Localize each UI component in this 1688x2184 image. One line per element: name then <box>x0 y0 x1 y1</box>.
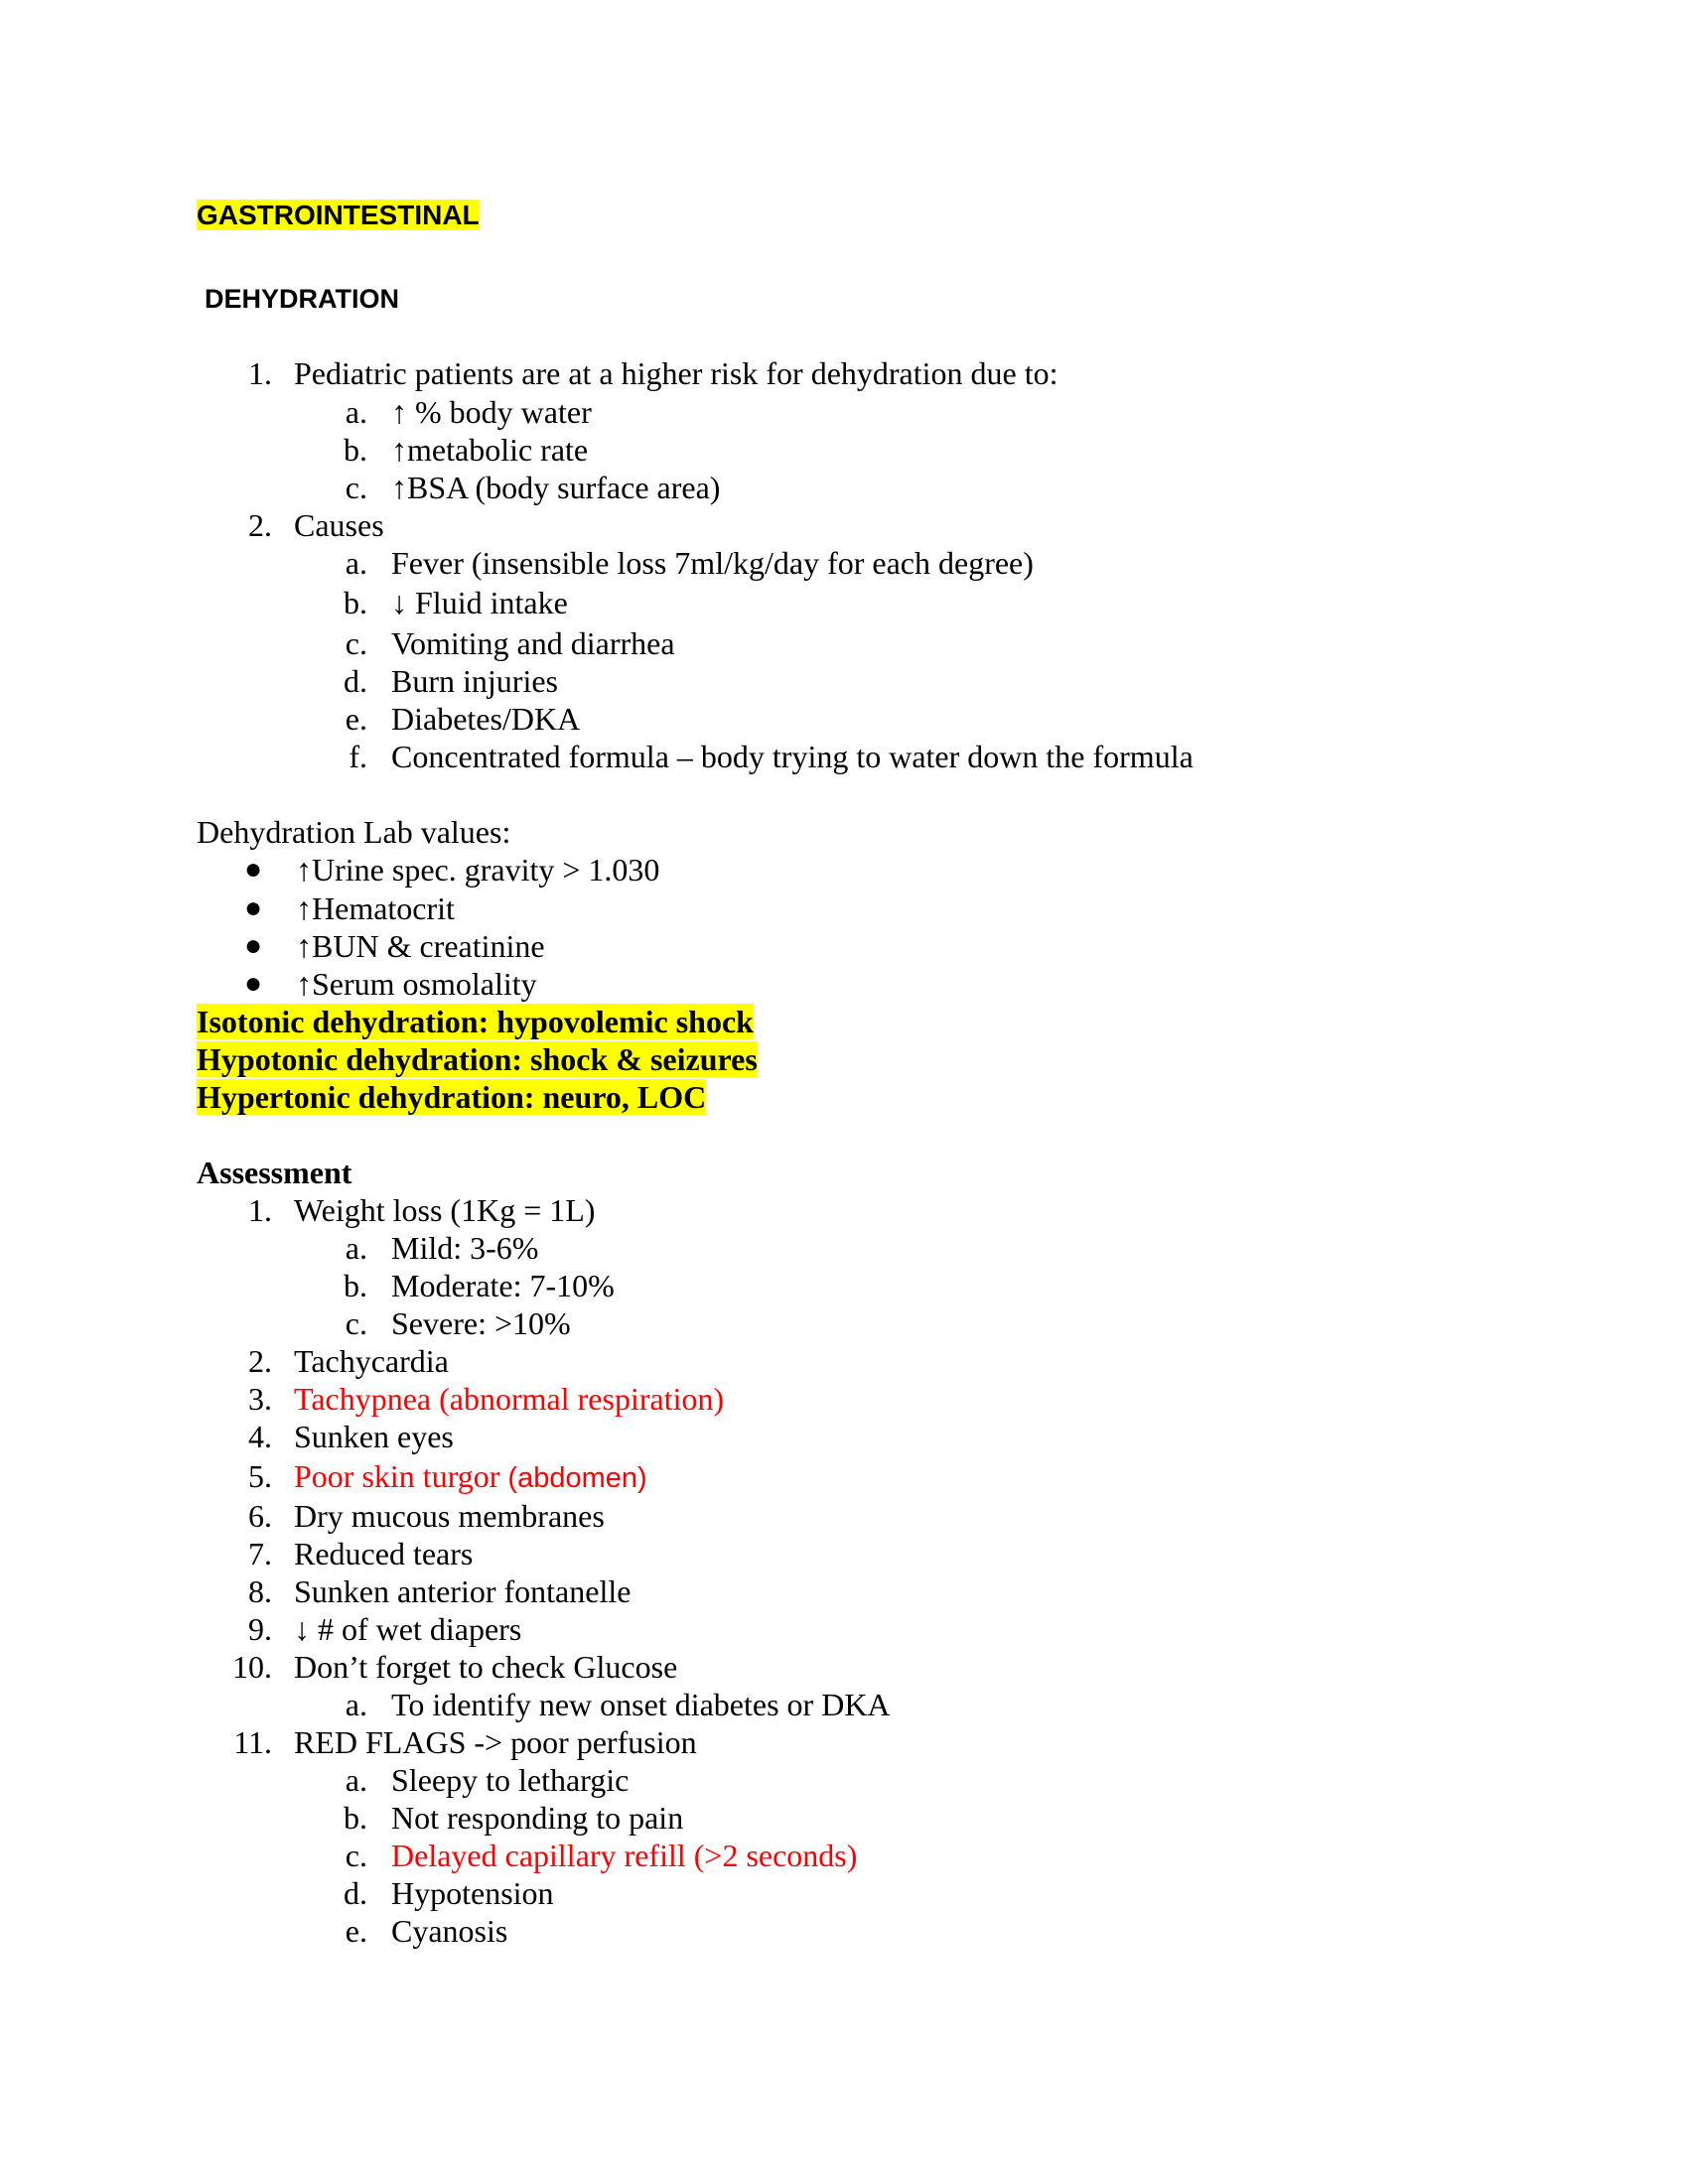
sub-item-text: Moderate: 7-10% <box>391 1268 615 1303</box>
bullet-icon: ● <box>244 929 263 962</box>
list-number: 6. <box>248 1498 272 1534</box>
sub-item-text: Burn injuries <box>391 663 558 699</box>
list-item-text: Sunken anterior fontanelle <box>294 1573 632 1609</box>
sub-item-text: ↑ % body water <box>391 394 592 430</box>
sub-marker: c. <box>345 1838 367 1873</box>
sub-marker: e. <box>345 701 367 737</box>
list-number: 3. <box>248 1381 272 1417</box>
list-number: 4. <box>248 1419 272 1454</box>
sub-marker: d. <box>344 1875 367 1911</box>
list-number: 8. <box>248 1573 272 1609</box>
sub-marker: f. <box>349 739 367 774</box>
sub-item-text: Sleepy to lethargic <box>391 1762 630 1798</box>
list-item-text: ↓ # of wet diapers <box>294 1611 522 1647</box>
list-item-text: Pediatric patients are at a higher risk for dehydration due to: <box>294 355 1058 391</box>
sub-item-text: Concentrated formula – body trying to water down the formula <box>391 739 1194 774</box>
sub-marker: a. <box>345 1687 367 1722</box>
sub-marker: c. <box>345 470 367 505</box>
sub-item-text: ↑BSA (body surface area) <box>391 470 721 505</box>
sub-item-text: Severe: >10% <box>391 1305 571 1341</box>
bullet-icon: ● <box>244 891 263 924</box>
list-item-text: Tachycardia <box>294 1343 449 1379</box>
sub-marker: c. <box>345 1305 367 1341</box>
list-number: 1. <box>248 1192 272 1228</box>
sub-item-text: Delayed capillary refill (>2 seconds) <box>391 1838 858 1873</box>
list-item-text: Weight loss (1Kg = 1L) <box>294 1192 596 1228</box>
list-number: 11. <box>233 1724 272 1760</box>
sub-marker: a. <box>345 545 367 581</box>
sub-item-text: ↓ Fluid intake <box>391 585 568 620</box>
sub-marker: a. <box>345 1762 367 1798</box>
list-item-text: Causes <box>294 507 384 543</box>
assessment-heading: Assessment <box>197 1155 352 1190</box>
bullet-icon: ● <box>244 967 263 1000</box>
sub-marker: b. <box>344 1800 367 1836</box>
subtitle: DEHYDRATION <box>205 284 400 314</box>
sub-item-text: ↑metabolic rate <box>391 432 589 468</box>
list-number: 9. <box>248 1611 272 1647</box>
list-number: 7. <box>248 1536 272 1571</box>
dehydration-type: Isotonic dehydration: hypovolemic shock <box>197 1004 754 1039</box>
sub-marker: a. <box>345 394 367 430</box>
sub-marker: c. <box>345 625 367 661</box>
sub-marker: b. <box>344 432 367 468</box>
bullet-icon: ● <box>244 853 263 886</box>
list-item-text: Reduced tears <box>294 1536 474 1571</box>
list-item-text: Dry mucous membranes <box>294 1498 605 1534</box>
sub-marker: b. <box>344 1268 367 1303</box>
list-item-text: Poor skin turgor (abdomen) <box>294 1458 647 1494</box>
sub-marker: b. <box>344 585 367 620</box>
dehydration-type: Hypertonic dehydration: neuro, LOC <box>197 1079 707 1115</box>
sub-item-text: Hypotension <box>391 1875 554 1911</box>
sub-item-text: To identify new onset diabetes or DKA <box>391 1687 891 1722</box>
sub-item-text: Diabetes/DKA <box>391 701 581 737</box>
list-item-text: Don’t forget to check Glucose <box>294 1649 678 1685</box>
lab-values-heading: Dehydration Lab values: <box>197 814 511 850</box>
lab-value: ↑Serum osmolality <box>296 966 537 1002</box>
lab-value: ↑Urine spec. gravity > 1.030 <box>296 852 660 887</box>
lab-value: ↑Hematocrit <box>296 890 455 926</box>
list-number: 1. <box>248 355 272 391</box>
sub-marker: d. <box>344 663 367 699</box>
sub-marker: e. <box>345 1913 367 1949</box>
list-number: 10. <box>232 1649 272 1685</box>
list-item-text: RED FLAGS -> poor perfusion <box>294 1724 697 1760</box>
sub-item-text: Not responding to pain <box>391 1800 684 1836</box>
lab-value: ↑BUN & creatinine <box>296 928 545 964</box>
list-item-text: Tachypnea (abnormal respiration) <box>294 1381 725 1417</box>
sub-item-text: Cyanosis <box>391 1913 508 1949</box>
list-number: 5. <box>248 1458 272 1494</box>
sub-item-text: Vomiting and diarrhea <box>391 625 675 661</box>
section-title: GASTROINTESTINAL <box>197 200 480 230</box>
dehydration-type: Hypotonic dehydration: shock & seizures <box>197 1041 758 1077</box>
list-number: 2. <box>248 1343 272 1379</box>
sub-item-text: Fever (insensible loss 7ml/kg/day for each degree) <box>391 545 1034 581</box>
sub-marker: a. <box>345 1230 367 1266</box>
list-number: 2. <box>248 507 272 543</box>
sub-item-text: Mild: 3-6% <box>391 1230 539 1266</box>
list-item-text: Sunken eyes <box>294 1419 454 1454</box>
